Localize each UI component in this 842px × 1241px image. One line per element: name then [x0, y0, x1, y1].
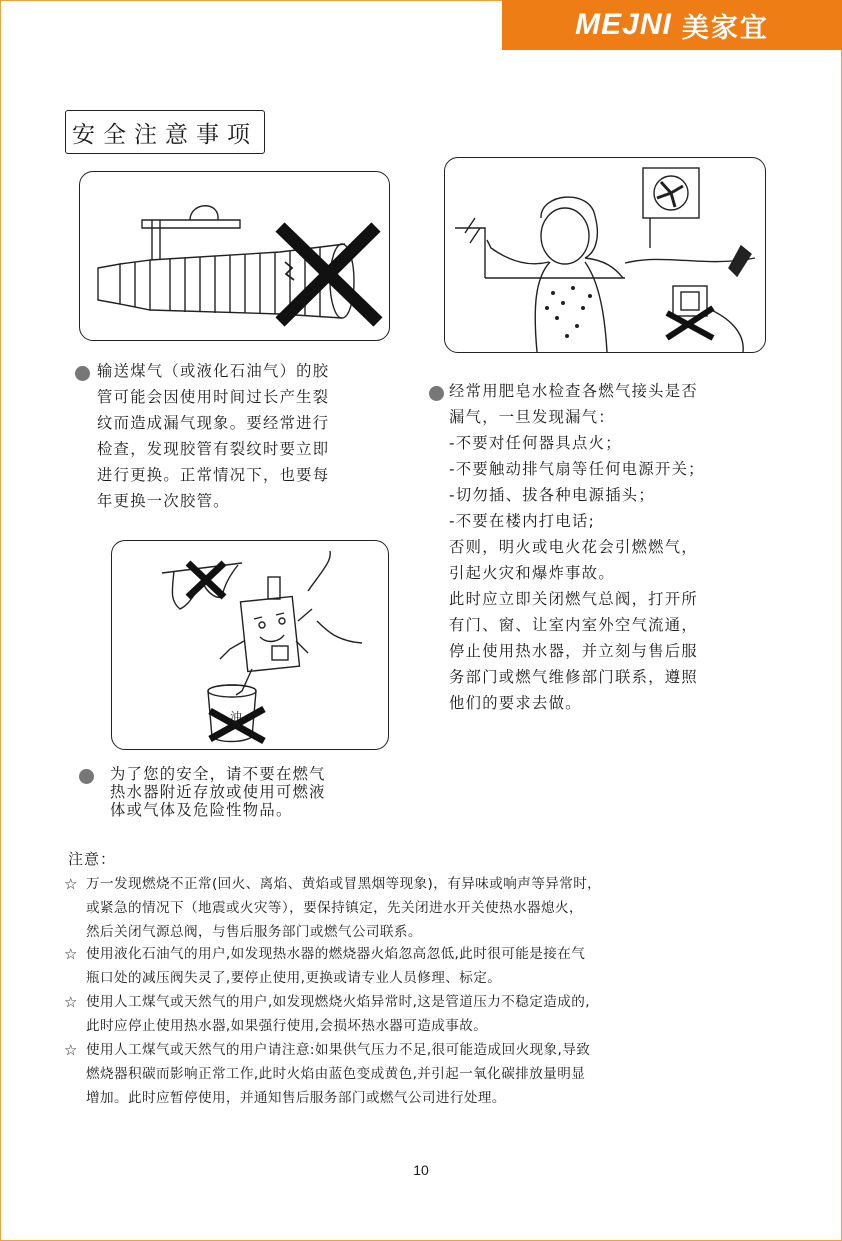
text-line: 停止使用热水器，并立刻与售后服: [449, 642, 698, 660]
star-icon: ☆: [64, 945, 78, 963]
text-line: 纹而造成漏气现象。要经常进行: [97, 414, 330, 432]
hose-crack-illustration: [79, 171, 390, 341]
note-item: [64, 872, 601, 944]
star-icon: ☆: [64, 993, 78, 1011]
brand-name-cn: 美家宜: [681, 12, 769, 44]
gas-leak-drawing: [445, 158, 765, 352]
text-line: 增加。此时应暂停使用，并通知售后服务部门或燃气公司进行处理。: [86, 1090, 506, 1106]
text-line: -不要在楼内打电话;: [449, 512, 596, 530]
bullet-dot: [79, 769, 94, 784]
note-item: [64, 1038, 590, 1110]
text-line: 他们的要求去做。: [449, 694, 582, 712]
gas-leak-instructions: [449, 378, 705, 716]
note-item: [64, 942, 585, 990]
flammables-illustration: [111, 540, 389, 750]
flammables-warning-text: [110, 765, 326, 819]
section-title: 安全注意事项: [65, 110, 265, 154]
text-line: 或紧急的情况下（地震或火灾等），要保持镇定，先关闭进水开关使热水器熄火，: [86, 900, 583, 916]
text-line: -切勿插、拔各种电源插头；: [449, 486, 655, 504]
text-line: 万一发现燃烧不正常(回火、离焰、黄焰或冒黑烟等现象)，有异味或响声等异常时，: [86, 876, 602, 892]
page-number: 10: [413, 1162, 429, 1178]
text-line: 使用液化石油气的用户,如发现热水器的燃烧器火焰忽高忽低,此时很可能是接在气: [86, 946, 586, 962]
flammables-drawing: [112, 541, 388, 749]
text-line: 引起火灾和爆炸事故。: [449, 564, 615, 582]
text-line: 此时应停止使用热水器,如果强行使用,会损坏热水器可造成事故。: [86, 1018, 488, 1034]
text-line: 管可能会因使用时间过长产生裂: [97, 388, 330, 406]
star-icon: ☆: [64, 1041, 78, 1059]
text-line: -不要触动排气扇等任何电源开关；: [449, 460, 705, 478]
text-line: 然后关闭气源总阀，与售后服务部门或燃气公司联系。: [86, 924, 422, 940]
note-item: [64, 990, 590, 1038]
can-label: 油: [230, 710, 243, 724]
text-line: 否则，明火或电火花会引燃燃气，: [449, 538, 698, 556]
text-line: 使用人工煤气或天然气的用户,如发现燃烧火焰异常时,这是管道压力不稳定造成的,: [86, 994, 590, 1010]
text-line: 检查，发现胶管有裂纹时要立即: [97, 440, 330, 458]
text-line: 漏气，一旦发现漏气：: [449, 408, 615, 426]
text-line: 务部门或燃气维修部门联系，遵照: [449, 668, 698, 686]
text-line: 体或气体及危险性物品。: [110, 801, 293, 819]
text-line: 为了您的安全，请不要在燃气: [110, 765, 326, 783]
text-line: 进行更换。正常情况下，也要每: [97, 466, 330, 484]
text-line: 输送煤气（或液化石油气）的胶: [97, 362, 330, 380]
text-line: 经常用肥皂水检查各燃气接头是否: [449, 382, 698, 400]
brand-logo: [502, 0, 842, 50]
notes-title: 注意：: [68, 850, 117, 868]
text-line: 年更换一次胶管。: [97, 492, 230, 510]
bullet-dot: [429, 386, 444, 401]
text-line: -不要对任何器具点火；: [449, 434, 622, 452]
gas-leak-illustration: [444, 157, 766, 353]
text-line: 此时应立即关闭燃气总阀，打开所: [449, 590, 698, 608]
text-line: 热水器附近存放或使用可燃液: [110, 783, 326, 801]
text-line: 瓶口处的减压阀失灵了,要停止使用,更换或请专业人员修理、标定。: [86, 970, 502, 986]
star-icon: ☆: [64, 875, 78, 893]
hose-crack-drawing: [80, 172, 389, 340]
text-line: 有门、窗、让室内室外空气流通，: [449, 616, 698, 634]
brand-name-en: MEJNI: [575, 8, 672, 41]
bullet-dot: [75, 366, 90, 381]
text-line: 燃烧器积碳而影响正常工作,此时火焰由蓝色变成黄色,并引起一氧化碳排放量明显: [86, 1066, 586, 1082]
hose-warning-text: [97, 358, 329, 514]
text-line: 使用人工煤气或天然气的用户请注意:如果供气压力不足,很可能造成回火现象,导致: [86, 1042, 591, 1058]
